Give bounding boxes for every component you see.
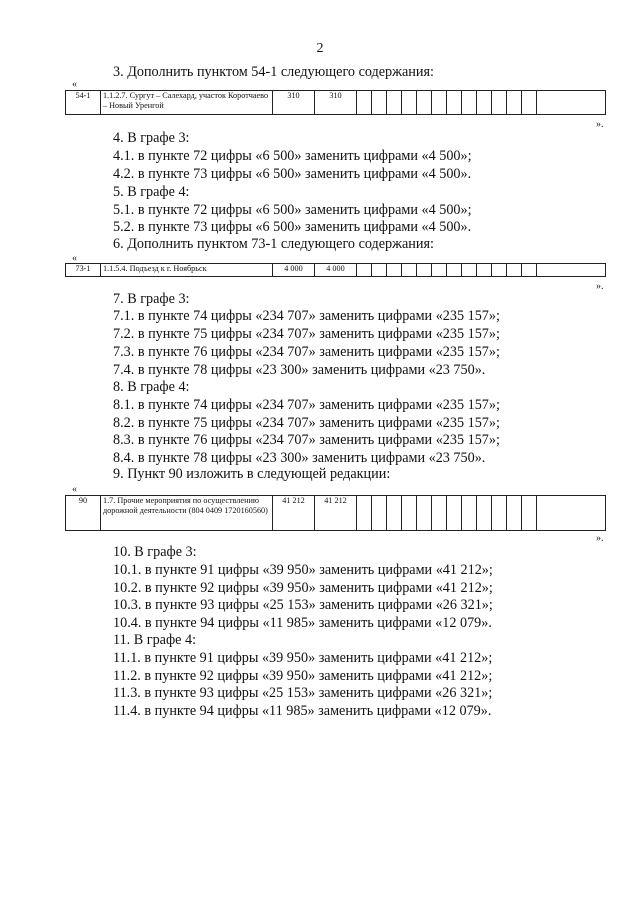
text-line: 7.1. в пункте 74 цифры «234 707» заменить цифрами «235 157»; [113, 308, 500, 324]
text-line: 8. В графе 4: [113, 379, 190, 395]
insert-table-73-1 [65, 263, 606, 277]
table-cell-empty [387, 496, 402, 531]
table-cell-empty [417, 496, 432, 531]
text-line: 10. В графе 3: [113, 544, 197, 560]
table-cell-empty [507, 264, 522, 277]
text-line: 11.3. в пункте 93 цифры «25 153» заменить цифрами «26 321»; [113, 685, 493, 701]
text-line: 10.3. в пункте 93 цифры «25 153» заменить цифрами «26 321»; [113, 597, 493, 613]
text-line: 10.1. в пункте 91 цифры «39 950» заменить цифрами «41 212»; [113, 562, 493, 578]
table-cell-empty [462, 264, 477, 277]
text-line: 3. Дополнить пунктом 54-1 следующего содержания: [113, 64, 434, 80]
table-cell-empty [477, 264, 492, 277]
table-cell-empty [522, 496, 537, 531]
text-line: 6. Дополнить пунктом 73-1 следующего содержания: [113, 236, 434, 252]
table-cell-col3: 310 [273, 91, 315, 115]
table-cell-empty [462, 91, 477, 115]
text-line: 11.2. в пункте 92 цифры «39 950» заменить цифрами «41 212»; [113, 668, 493, 684]
table-cell-empty [357, 91, 372, 115]
table-cell-empty [357, 496, 372, 531]
close-quote: ». [596, 533, 604, 544]
table-cell-name: 1.1.5.4. Подъезд к г. Ноябрьск [101, 264, 273, 277]
table-cell-empty [447, 496, 462, 531]
table-cell-empty [537, 496, 606, 531]
table-cell-col4: 4 000 [315, 264, 357, 277]
table-cell-empty [522, 91, 537, 115]
table-cell-empty [477, 496, 492, 531]
text-line: 7.2. в пункте 75 цифры «234 707» заменить цифрами «235 157»; [113, 326, 500, 342]
close-quote: ». [596, 119, 604, 130]
table-cell-empty [402, 264, 417, 277]
table-cell-name: 1.7. Прочие мероприятия по осуществлению дорожной деятельности (804 0409 1720160560) [101, 496, 273, 531]
table-cell-empty [447, 91, 462, 115]
table-cell-empty [432, 496, 447, 531]
text-line: 7.4. в пункте 78 цифры «23 300» заменить цифрами «23 750». [113, 362, 486, 378]
table-cell-empty [447, 264, 462, 277]
table-cell-empty [417, 264, 432, 277]
table-cell-empty [492, 496, 507, 531]
table-cell-col4: 41 212 [315, 496, 357, 531]
table-cell-empty [492, 91, 507, 115]
table-cell-empty [387, 91, 402, 115]
text-line: 11.4. в пункте 94 цифры «11 985» заменить цифрами «12 079». [113, 703, 492, 719]
table-cell-empty [402, 91, 417, 115]
insert-table-54-1 [65, 90, 606, 115]
table-cell-col3: 41 212 [273, 496, 315, 531]
table-cell-empty [507, 496, 522, 531]
text-line: 8.2. в пункте 75 цифры «234 707» заменить цифрами «235 157»; [113, 415, 500, 431]
close-quote: ». [596, 281, 604, 292]
table-cell-empty [537, 264, 606, 277]
text-line: 5.2. в пункте 73 цифры «6 500» заменить цифрами «4 500». [113, 219, 472, 235]
text-line: 11. В графе 4: [113, 632, 197, 648]
text-line: 8.3. в пункте 76 цифры «234 707» заменить цифрами «235 157»; [113, 432, 500, 448]
table-cell-empty [402, 496, 417, 531]
table-cell-empty [492, 264, 507, 277]
text-line: 4. В графе 3: [113, 130, 190, 146]
text-line: 5.1. в пункте 72 цифры «6 500» заменить цифрами «4 500»; [113, 202, 472, 218]
text-line: 4.1. в пункте 72 цифры «6 500» заменить цифрами «4 500»; [113, 148, 472, 164]
text-line: 8.4. в пункте 78 цифры «23 300» заменить цифрами «23 750». [113, 450, 486, 466]
table-cell-number: 54-1 [66, 91, 101, 115]
text-line: 9. Пункт 90 изложить в следующей редакции: [113, 466, 391, 482]
table-cell-col3: 4 000 [273, 264, 315, 277]
table-cell-empty [372, 91, 387, 115]
text-line: 7.3. в пункте 76 цифры «234 707» заменить цифрами «235 157»; [113, 344, 500, 360]
table-cell-empty [522, 264, 537, 277]
text-line: 11.1. в пункте 91 цифры «39 950» заменить цифрами «41 212»; [113, 650, 493, 666]
table-cell-empty [372, 264, 387, 277]
table-cell-empty [372, 496, 387, 531]
table-cell-empty [432, 91, 447, 115]
table-cell-empty [477, 91, 492, 115]
text-line: 8.1. в пункте 74 цифры «234 707» заменить цифрами «235 157»; [113, 397, 500, 413]
open-quote: « [72, 79, 77, 90]
text-line: 4.2. в пункте 73 цифры «6 500» заменить цифрами «4 500». [113, 166, 472, 182]
page-number: 2 [316, 41, 324, 56]
open-quote: « [72, 253, 77, 264]
table-cell-name: 1.1.2.7. Сургут – Салехард, участок Коротчаево – Новый Уренгой [101, 91, 273, 115]
text-line: 10.4. в пункте 94 цифры «11 985» заменить цифрами «12 079». [113, 615, 492, 631]
table-cell-number: 90 [66, 496, 101, 531]
text-line: 5. В графе 4: [113, 184, 190, 200]
table-cell-empty [537, 91, 606, 115]
text-line: 10.2. в пункте 92 цифры «39 950» заменить цифрами «41 212»; [113, 580, 493, 596]
table-cell-empty [462, 496, 477, 531]
insert-table-90 [65, 495, 606, 531]
table-cell-empty [357, 264, 372, 277]
table-cell-number: 73-1 [66, 264, 101, 277]
table-cell-empty [417, 91, 432, 115]
table-cell-empty [387, 264, 402, 277]
table-cell-col4: 310 [315, 91, 357, 115]
text-line: 7. В графе 3: [113, 291, 190, 307]
table-cell-empty [507, 91, 522, 115]
open-quote: « [72, 484, 77, 495]
table-cell-empty [432, 264, 447, 277]
